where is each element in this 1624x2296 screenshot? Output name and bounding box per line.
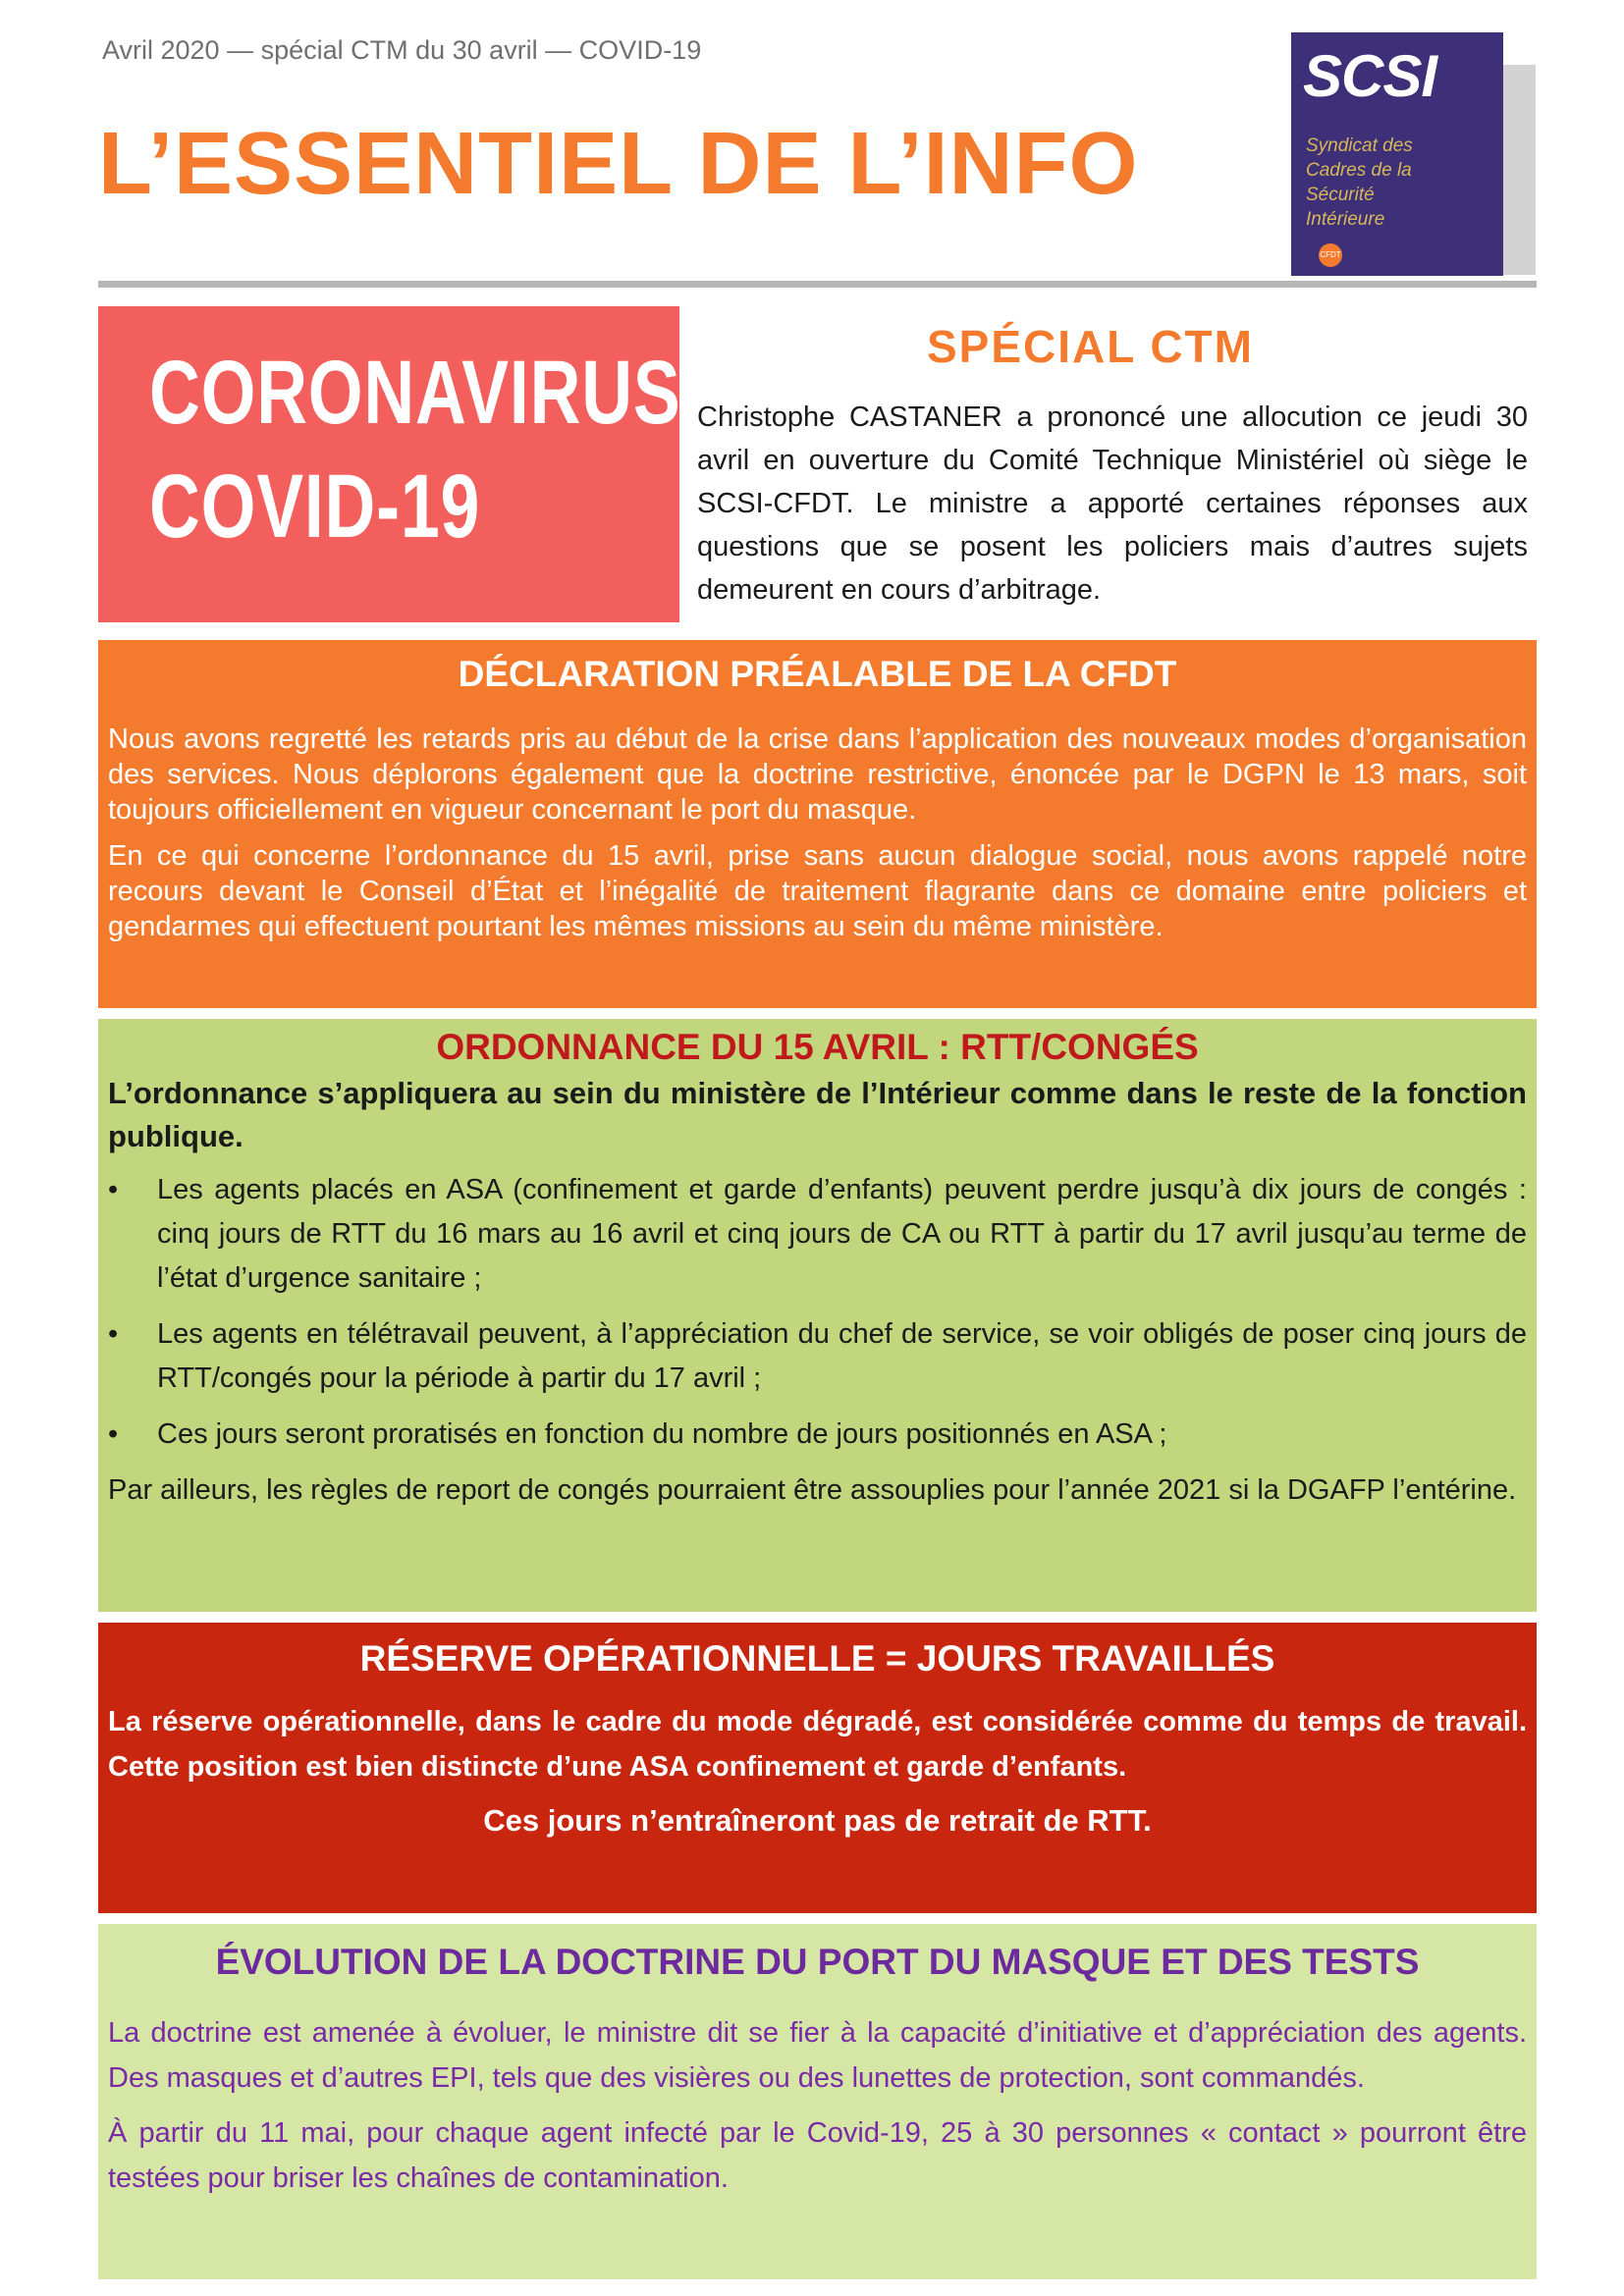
bullet-icon: •	[108, 1174, 119, 1205]
header-divider	[98, 281, 1537, 288]
list-item-text: Ces jours seront proratisés en fonction du nombre de jours positionnés en ASA ;	[157, 1418, 1167, 1450]
declaration-section	[98, 640, 1537, 1008]
ordonnance-list	[108, 1168, 1527, 1457]
bullet-icon: •	[108, 1418, 119, 1450]
declaration-paragraph: Nous avons regretté les retards pris au début de la crise dans l’application des nouveaux modes d’organisation des services. Nous déplorons également que la doctrine restrictive, énoncée par le DGPN le 13 mars, soit toujours officiellement en vigueur concernant le port du masque.	[108, 723, 1527, 826]
reserve-title: RÉSERVE OPÉRATIONNELLE = JOURS TRAVAILLÉS	[359, 1638, 1275, 1679]
ordonnance-section	[98, 1019, 1537, 1612]
bullet-icon: •	[108, 1318, 119, 1350]
special-ctm-text: Christophe CASTANER a prononcé une allocution ce jeudi 30 avril en ouverture du Comité Technique Ministériel où siège le SCSI-CFDT. Le ministre a apporté certaines réponses aux questions que se posent les policiers mais d’autres sujets demeurent en cours d’arbitrage.	[697, 401, 1528, 606]
page-title: L’ESSENTIEL DE L’INFO	[98, 115, 1139, 213]
masque-paragraph: À partir du 11 mai, pour chaque agent infecté par le Covid-19, 25 à 30 personnes « contact » pourront être testées pour briser les chaînes de contamination.	[108, 2117, 1527, 2194]
declaration-title: DÉCLARATION PRÉALABLE DE LA CFDT	[458, 654, 1177, 694]
ordonnance-lead: L’ordonnance s’appliquera au sein du ministère de l’Intérieur comme dans le reste de la fonction publique.	[108, 1076, 1527, 1153]
list-item	[108, 1168, 1527, 1301]
cfdt-badge: CFDT	[1319, 243, 1342, 267]
reserve-note: Ces jours n’entraîneront pas de retrait de RTT.	[483, 1803, 1152, 1838]
banner-line-1: CORONAVIRUS	[149, 343, 681, 443]
list-item	[108, 1312, 1527, 1401]
masque-title: ÉVOLUTION DE LA DOCTRINE DU PORT DU MASQUE ET DES TESTS	[215, 1942, 1420, 1982]
masque-paragraph: La doctrine est amenée à évoluer, le ministre dit se fier à la capacité d’initiative et d’appréciation des agents. Des masques et d’autres EPI, tels que des visières ou des lunettes de protection, sont commandés.	[108, 2017, 1527, 2094]
declaration-paragraph: En ce qui concerne l’ordonnance du 15 avril, prise sans aucun dialogue social, nous avons rappelé notre recours devant le Conseil d’État et l’inégalité de traitement flagrante dans ce domaine entre policiers et gendarmes qui effectuent pourtant les mêmes missions au sein du même ministère.	[108, 840, 1527, 942]
list-item-text: Les agents placés en ASA (confinement et garde d’enfants) peuvent perdre jusqu’à dix jours de congés : cinq jours de RTT du 16 mars au 16 avril et cinq jours de CA ou RTT à partir du 17 avril jusqu’au terme de l’état d’urgence sanitaire ;	[157, 1174, 1527, 1294]
laurel-icon	[1488, 243, 1503, 276]
special-ctm-title: SPÉCIAL CTM	[927, 321, 1254, 372]
ordonnance-title: ORDONNANCE DU 15 AVRIL : RTT/CONGÉS	[436, 1027, 1199, 1067]
logo-subtitle	[1306, 133, 1413, 232]
reserve-section	[98, 1623, 1537, 1913]
issue-kicker: Avril 2020 — spécial CTM du 30 avril — COVID-19	[102, 35, 702, 65]
logo-line: Sécurité	[1306, 185, 1375, 205]
logo-line: Cadres de la	[1306, 160, 1412, 181]
coronavirus-banner	[98, 306, 679, 622]
logo-line: Syndicat des	[1306, 135, 1413, 156]
logo-line: Intérieure	[1306, 209, 1385, 230]
banner-line-2: COVID-19	[149, 456, 481, 557]
list-item-text: Les agents en télétravail peuvent, à l’appréciation du chef de service, se voir obligés de poser cinq jours de RTT/congés pour la période à partir du 17 avril ;	[157, 1318, 1527, 1394]
ordonnance-tail: Par ailleurs, les règles de report de congés pourraient être assouplies pour l’année 2021 si la DGAFP l’entérine.	[108, 1474, 1517, 1506]
scsi-logo	[1291, 32, 1503, 276]
reserve-body: La réserve opérationnelle, dans le cadre du mode dégradé, est considérée comme du temps de travail. Cette position est bien distincte d’une ASA confinement et garde d’enfants.	[108, 1706, 1527, 1783]
masque-section	[98, 1924, 1537, 2279]
logo-mark: SCSI	[1303, 43, 1437, 109]
list-item	[108, 1413, 1527, 1457]
